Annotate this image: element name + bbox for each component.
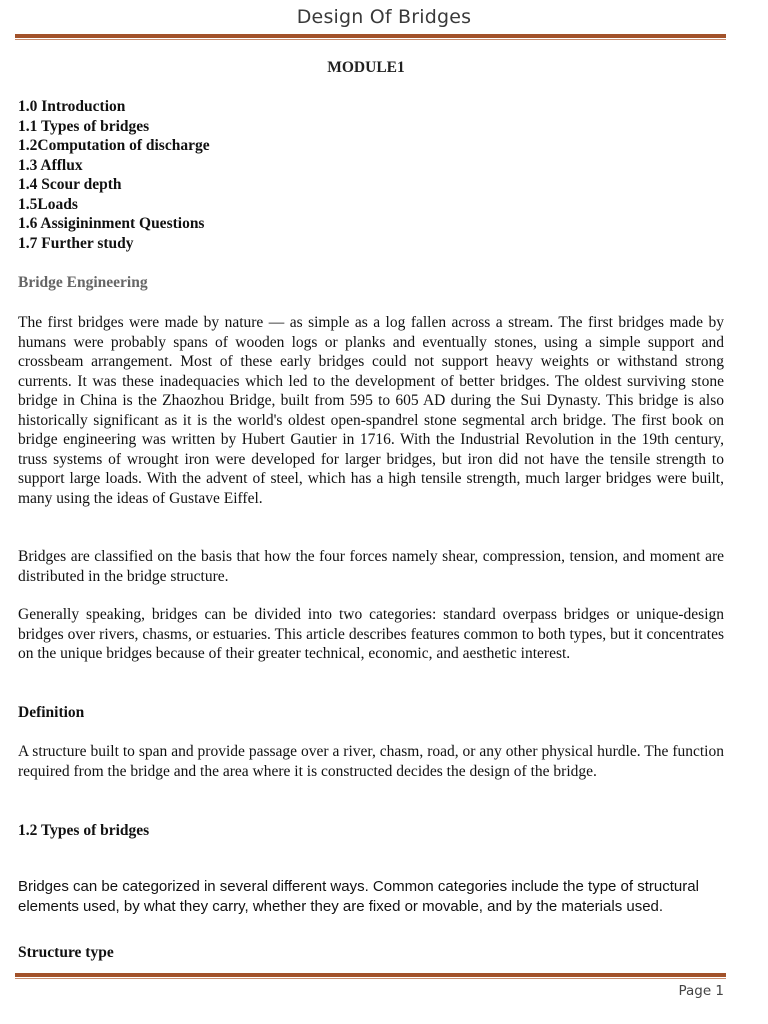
- toc-item: 1.3 Afflux: [18, 156, 83, 174]
- toc-item: 1.7 Further study: [18, 234, 134, 252]
- types-paragraph: Bridges can be categorized in several different ways. Common categories include the type of structural elements used, by what they carry, whether they are fixed or movable, and by the materials used.: [18, 878, 699, 915]
- definition-heading: Definition: [18, 704, 85, 721]
- table-of-contents: [18, 97, 210, 253]
- bridge-engineering-heading: Bridge Engineering: [18, 274, 148, 291]
- page-header: Design Of Bridges: [296, 6, 472, 28]
- toc-item: 1.4 Scour depth: [18, 176, 122, 193]
- classification-paragraph: Bridges are classified on the basis that how the four forces namely shear, compression, tension, and moment are distributed in the bridge structure.: [18, 548, 724, 585]
- footer-rule-thin: [15, 978, 726, 979]
- structure-type-heading: Structure type: [18, 944, 114, 961]
- types-of-bridges-heading: 1.2 Types of bridges: [18, 822, 150, 839]
- history-paragraph: The first bridges were made by nature — as simple as a log fallen across a stream. The first bridges made by humans were probably spans of wooden logs or planks and eventually stones, using a simple support and crossbeam arrangement. Most of these early bridges could not support heavy weights or withstand strong currents. It was these inadequacies which led to the development of better bridges. The oldest surviving stone bridge in China is the Zhaozhou Bridge, built from 595 to 605 AD during the Sui Dynasty. This bridge is also historically significant as it is the world's oldest open-spandrel stone segmental arch bridge. The first book on bridge engineering was written by Hubert Gautier in 1716. With the Industrial Revolution in the 19th century, truss systems of wrought iron were developed for larger bridges, but iron did not have the tensile strength to support large loads. With the advent of steel, which has a high tensile strength, much larger bridges were built, many using the ideas of Gustave Eiffel.: [18, 314, 724, 507]
- module-title: MODULE1: [327, 59, 405, 76]
- categories-paragraph: Generally speaking, bridges can be divided into two categories: standard overpass bridges or unique-design bridges over rivers, chasms, or estuaries. This article describes features common to both types, but it concentrates on the unique bridges because of their greater technical, economic, and aesthetic interest.: [18, 606, 724, 662]
- toc-item: 1.6 Assigininment Questions: [18, 215, 205, 232]
- footer-rule: [15, 973, 726, 977]
- definition-paragraph: A structure built to span and provide passage over a river, chasm, road, or any other physical hurdle. The function required from the bridge and the area where it is constructed decides the design of the bridge.: [18, 743, 724, 780]
- header-rule-thin: [15, 39, 726, 40]
- toc-item: 1.5Loads: [18, 195, 78, 213]
- toc-item: 1.1 Types of bridges: [18, 117, 150, 135]
- page-number: Page 1: [678, 983, 724, 999]
- header-rule: [15, 34, 726, 38]
- toc-item: 1.2Computation of discharge: [18, 137, 210, 154]
- toc-item: 1.0 Introduction: [18, 98, 126, 115]
